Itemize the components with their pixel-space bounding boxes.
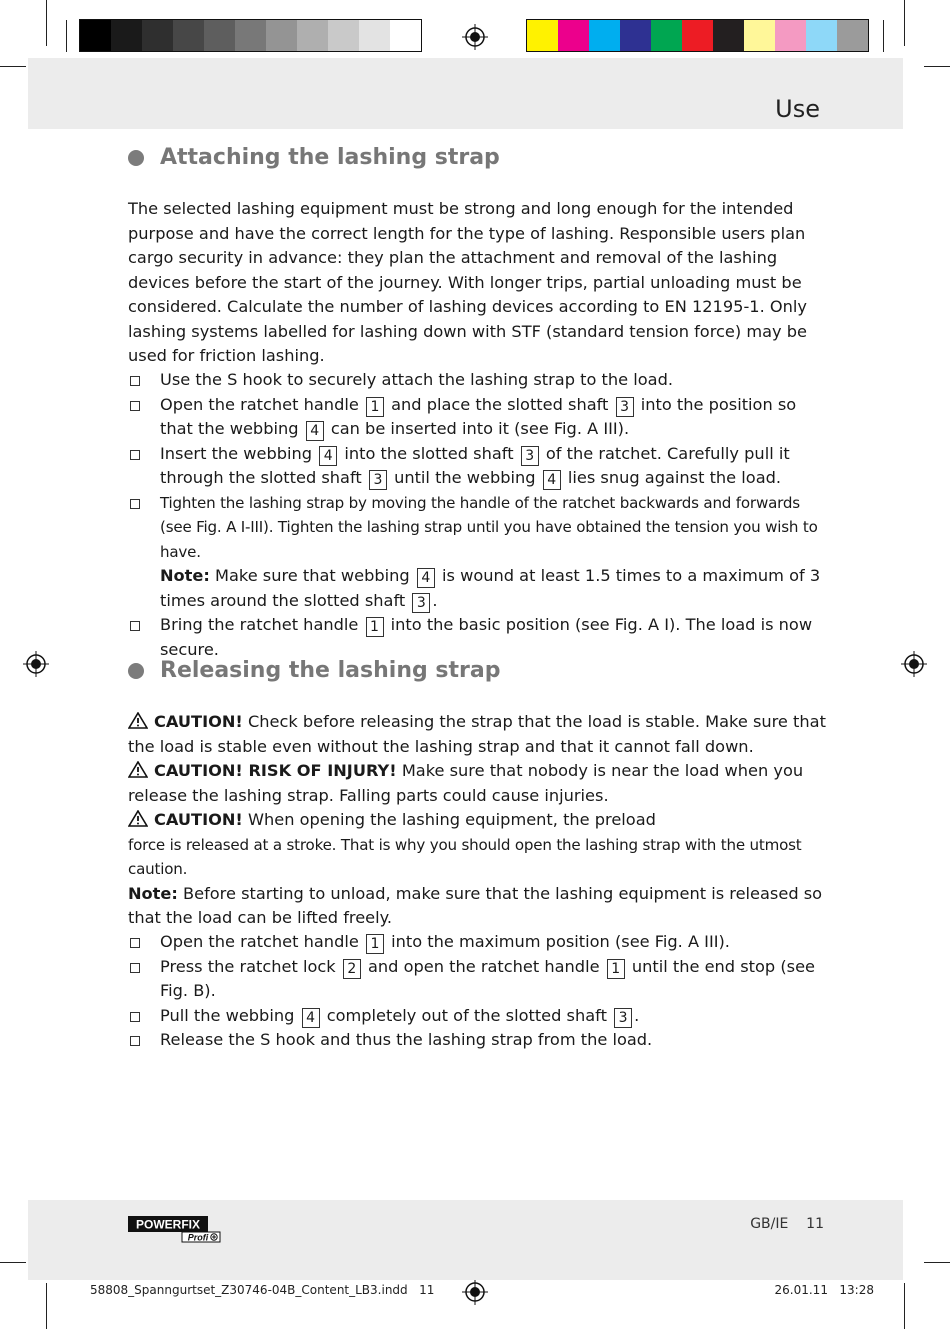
note-label: Note: [160,566,210,585]
attach-steps [128,368,828,662]
part-ref: 4 [543,470,561,490]
color-swatch [558,20,589,51]
crop-mark [46,1283,47,1329]
note-label: Note: [128,883,178,903]
color-swatch [235,20,266,51]
slug-filename: 58808_Spanngurtset_Z30746-04B_Content_LB3.indd [90,1283,408,1297]
list-item [128,1028,828,1053]
caution-label: CAUTION! RISK OF INJURY! [154,761,397,780]
note-text: Before starting to unload, make sure that the lashing equipment is released so that the load can be lifted freely. [128,883,823,927]
checkbox-bullet-icon [130,1012,140,1022]
language-code: GB/IE [750,1216,789,1232]
checkbox-bullet-icon [130,401,140,411]
caution-paragraph [128,759,828,808]
part-ref: 1 [607,959,625,979]
list-item [128,930,828,955]
color-swatch [589,20,620,51]
part-ref: 2 [343,959,361,979]
bullet-dot-icon [128,663,144,679]
step-text: lies snug against the load. [567,468,782,487]
registration-mark-icon [462,24,488,50]
part-ref: 1 [366,397,384,417]
color-swatch [651,20,682,51]
part-ref: 3 [369,470,387,490]
list-item [128,442,828,491]
step-text: Press the ratchet lock [160,956,336,976]
step-text: . [634,1005,640,1025]
step-text: Open the ratchet handle [160,932,359,951]
release-heading [128,658,500,683]
note-paragraph [128,882,828,931]
color-swatch [713,20,744,51]
registration-mark-icon [462,1279,488,1305]
step-text: into the maximum position (see Fig. A III). [391,932,730,951]
gray-color-bar [80,20,421,51]
process-color-bar [527,20,868,51]
list-item [128,368,828,393]
attach-body [128,197,828,369]
checkbox-bullet-icon [130,499,140,509]
registration-mark-icon [901,651,927,677]
checkbox-bullet-icon [130,450,140,460]
crop-mark [904,0,905,46]
list-item [128,1004,828,1029]
page-info [750,1216,824,1232]
part-ref: 4 [306,421,324,441]
slug-file-info [90,1283,434,1297]
step-text: until the webbing [394,468,536,487]
step-text: Open the ratchet handle [160,394,359,414]
color-swatch [80,20,111,51]
caution-paragraph [128,710,828,759]
part-ref: 4 [417,568,435,588]
warning-triangle-icon [128,810,148,827]
list-item [128,613,828,662]
part-ref: 3 [412,593,430,613]
registration-mark-icon [23,651,49,677]
checkbox-bullet-icon [130,1036,140,1046]
step-text: completely out of the slotted shaft [326,1005,607,1025]
slug-time: 13:28 [839,1283,874,1297]
release-heading-text: Releasing the lashing strap [160,658,501,683]
caution-text: Check before releasing the strap that the load is stable. Make sure that the load is stable even without the lashing strap and that it cannot fall down. [128,712,826,756]
step-text: Make sure that webbing [215,566,410,585]
step-text: until the end stop (see Fig. B). [160,956,815,1000]
step-text: Release the S hook and thus the lashing strap from the load. [160,1030,653,1049]
logo-text: POWERFIX [135,1217,201,1232]
attach-heading [128,145,500,170]
warning-triangle-icon [128,761,148,778]
section-label: Use [775,95,820,123]
part-ref: 3 [521,446,539,466]
color-swatch [744,20,775,51]
caution-text: When opening the lashing equipment, the preload [247,810,656,829]
step-text: into the basic position (see Fig. A I). The load is now secure. [160,615,813,659]
step-text: is wound at least 1.5 times to a maximum of 3 times around the slotted shaft [160,566,821,610]
part-ref: 1 [366,934,384,954]
step-text: Insert the webbing [160,443,313,463]
crop-mark [0,1262,26,1263]
step-text: Tighten the lashing strap by moving the handle of the ratchet backwards and forwards (see Fig. A I-III). Tighten the lashing strap until you have obtained the tension you wish to have. [160,493,818,561]
attach-intro: The selected lashing equipment must be strong and long enough for the intended purpose and have the correct length for the type of lashing. Responsible users plan cargo security in advance: they plan the attachment and removal of the lashing devices before the start of the journey. With longer trips, partial unloading must be considered. Calculate the number of lashing devices according to EN 12195-1. Only lashing systems labelled for lashing down with STF (standard tension force) may be used for friction lashing. [128,199,807,365]
color-swatch [111,20,142,51]
bullet-dot-icon [128,150,144,166]
step-text: Bring the ratchet handle [160,615,359,634]
slug-date: 26.01.11 [774,1283,828,1297]
color-swatch [806,20,837,51]
checkbox-bullet-icon [130,376,140,386]
crop-mark [904,1283,905,1329]
crop-mark [883,20,884,52]
checkbox-bullet-icon [130,621,140,631]
color-swatch [204,20,235,51]
part-ref: 3 [616,397,634,417]
part-ref: 1 [366,617,384,637]
step-text: can be inserted into it (see Fig. A III). [330,419,630,438]
step-text: into the position so that the webbing [160,394,797,438]
step-text: . [432,590,438,610]
step-text: into the slotted shaft [344,443,514,463]
color-swatch [620,20,651,51]
color-swatch [173,20,204,51]
checkbox-bullet-icon [130,938,140,948]
header-band [28,58,903,129]
color-swatch [775,20,806,51]
part-ref: 3 [614,1008,632,1028]
checkbox-bullet-icon [130,963,140,973]
crop-mark [924,66,950,67]
color-swatch [297,20,328,51]
caution-label: CAUTION! [154,712,243,731]
list-item [128,491,828,614]
release-steps [128,930,828,1053]
part-ref: 4 [302,1008,320,1028]
caution-label: CAUTION! [154,810,243,829]
page-number: 11 [806,1216,824,1232]
warning-triangle-icon [128,712,148,729]
powerfix-logo [128,1216,222,1244]
color-swatch [266,20,297,51]
attach-heading-text: Attaching the lashing strap [160,145,500,170]
list-item [128,955,828,1004]
caution-paragraph [128,808,828,882]
step-text: Pull the webbing [160,1005,295,1025]
color-swatch [328,20,359,51]
release-warnings [128,710,828,931]
step-text: and place the slotted shaft [391,394,609,414]
list-item [128,393,828,442]
step-text: and open the ratchet handle [367,956,600,976]
crop-mark [66,20,67,52]
color-swatch [390,20,421,51]
color-swatch [682,20,713,51]
color-swatch [142,20,173,51]
slug-page: 11 [419,1283,435,1297]
caution-text: force is released at a stroke. That is why you should open the lashing strap with the utmost caution. [128,835,802,878]
crop-mark [924,1262,950,1263]
color-swatch [359,20,390,51]
step-text: Use the S hook to securely attach the lashing strap to the load. [160,370,673,389]
color-swatch [837,20,868,51]
slug-date-info [775,1283,874,1297]
crop-mark [46,0,47,46]
crop-mark [0,66,26,67]
color-swatch [527,20,558,51]
part-ref: 4 [319,446,337,466]
logo-sub-text: Profi [187,1232,209,1243]
step-text: of the ratchet. Carefully pull it through the slotted shaft [160,443,790,487]
caution-text: Make sure that nobody is near the load when you release the lashing strap. Falling parts could cause injuries. [128,761,804,805]
